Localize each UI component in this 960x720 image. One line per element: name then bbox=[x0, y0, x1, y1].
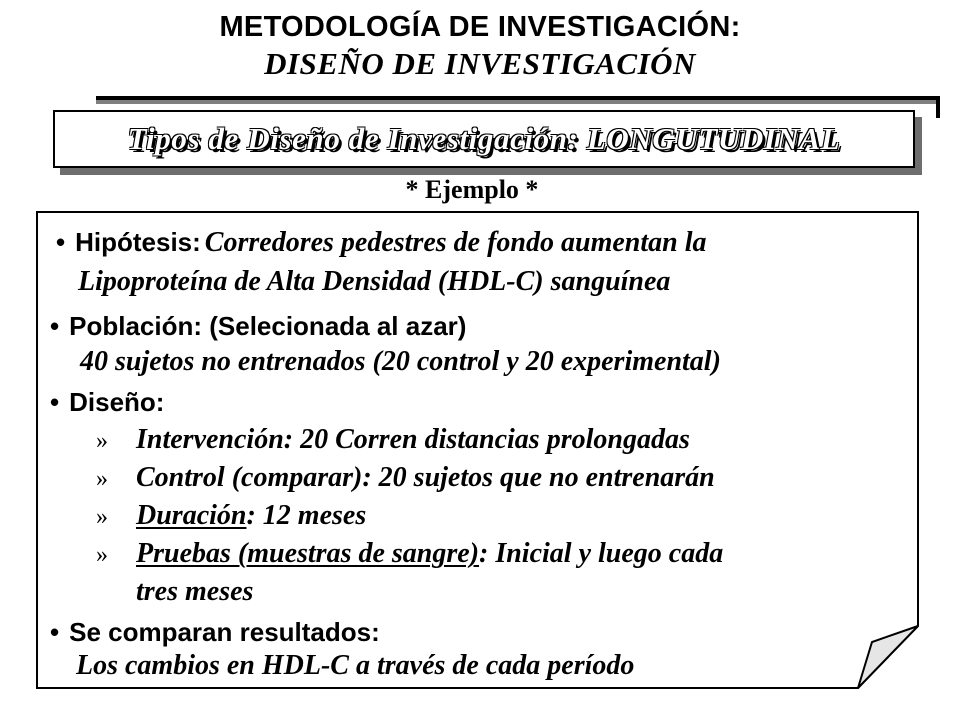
poblacion-label: Población: (Selecionada al azar) bbox=[69, 311, 467, 341]
section-heading: Tipos de Diseño de Investigación: LONGUTUDINAL bbox=[127, 121, 841, 156]
hipotesis-line-2 bbox=[78, 264, 670, 304]
diseno-item-underlined: Pruebas (muestras de sangre) bbox=[136, 538, 480, 569]
diseno-item bbox=[96, 460, 715, 500]
diseno-item bbox=[96, 422, 690, 462]
diseno-item bbox=[96, 536, 723, 576]
diseno-item-continuation: tres meses bbox=[136, 576, 254, 607]
poblacion-detail-line bbox=[80, 344, 721, 384]
bullet-icon: • bbox=[50, 311, 60, 341]
page-subtitle: DISEÑO DE INVESTIGACIÓN bbox=[264, 46, 696, 81]
resultados-label: Se comparan resultados: bbox=[69, 617, 380, 647]
hipotesis-line bbox=[56, 224, 706, 265]
diseno-line bbox=[50, 384, 164, 425]
diseno-item-text: : Inicial y luego cada bbox=[479, 538, 724, 569]
hipotesis-text-1: Corredores pedestres de fondo aumentan la bbox=[204, 227, 707, 258]
poblacion-detail: 40 sujetos no entrenados (20 control y 20 experimental) bbox=[80, 346, 721, 377]
diseno-item-continuation-line bbox=[136, 574, 253, 614]
hipotesis-label: Hipótesis: bbox=[75, 227, 201, 257]
diseno-item-underlined: Duración bbox=[136, 500, 247, 531]
poblacion-line bbox=[50, 308, 466, 349]
example-label: * Ejemplo * bbox=[405, 175, 539, 204]
sub-bullet-icon: » bbox=[96, 542, 108, 568]
sub-bullet-icon: » bbox=[96, 504, 108, 530]
hipotesis-text-2: Lipoproteína de Alta Densidad (HDL-C) sanguínea bbox=[78, 266, 671, 297]
bullet-icon: • bbox=[50, 387, 60, 417]
diseno-label: Diseño: bbox=[69, 387, 165, 417]
bullet-icon: • bbox=[56, 227, 66, 257]
diseno-item-text: : 12 meses bbox=[246, 500, 367, 531]
resultados-detail-line bbox=[76, 648, 634, 688]
diseno-item-text: Intervención: 20 Corren distancias prolongadas bbox=[136, 424, 690, 455]
page-title: METODOLOGÍA DE INVESTIGACIÓN: bbox=[219, 11, 741, 43]
diseno-item-text: Control (comparar): 20 sujetos que no entrenarán bbox=[136, 462, 715, 493]
sub-bullet-icon: » bbox=[96, 428, 108, 454]
sub-bullet-icon: » bbox=[96, 466, 108, 492]
bullet-icon: • bbox=[50, 617, 60, 647]
resultados-detail: Los cambios en HDL-C a través de cada período bbox=[76, 650, 635, 681]
diseno-item bbox=[96, 498, 366, 538]
